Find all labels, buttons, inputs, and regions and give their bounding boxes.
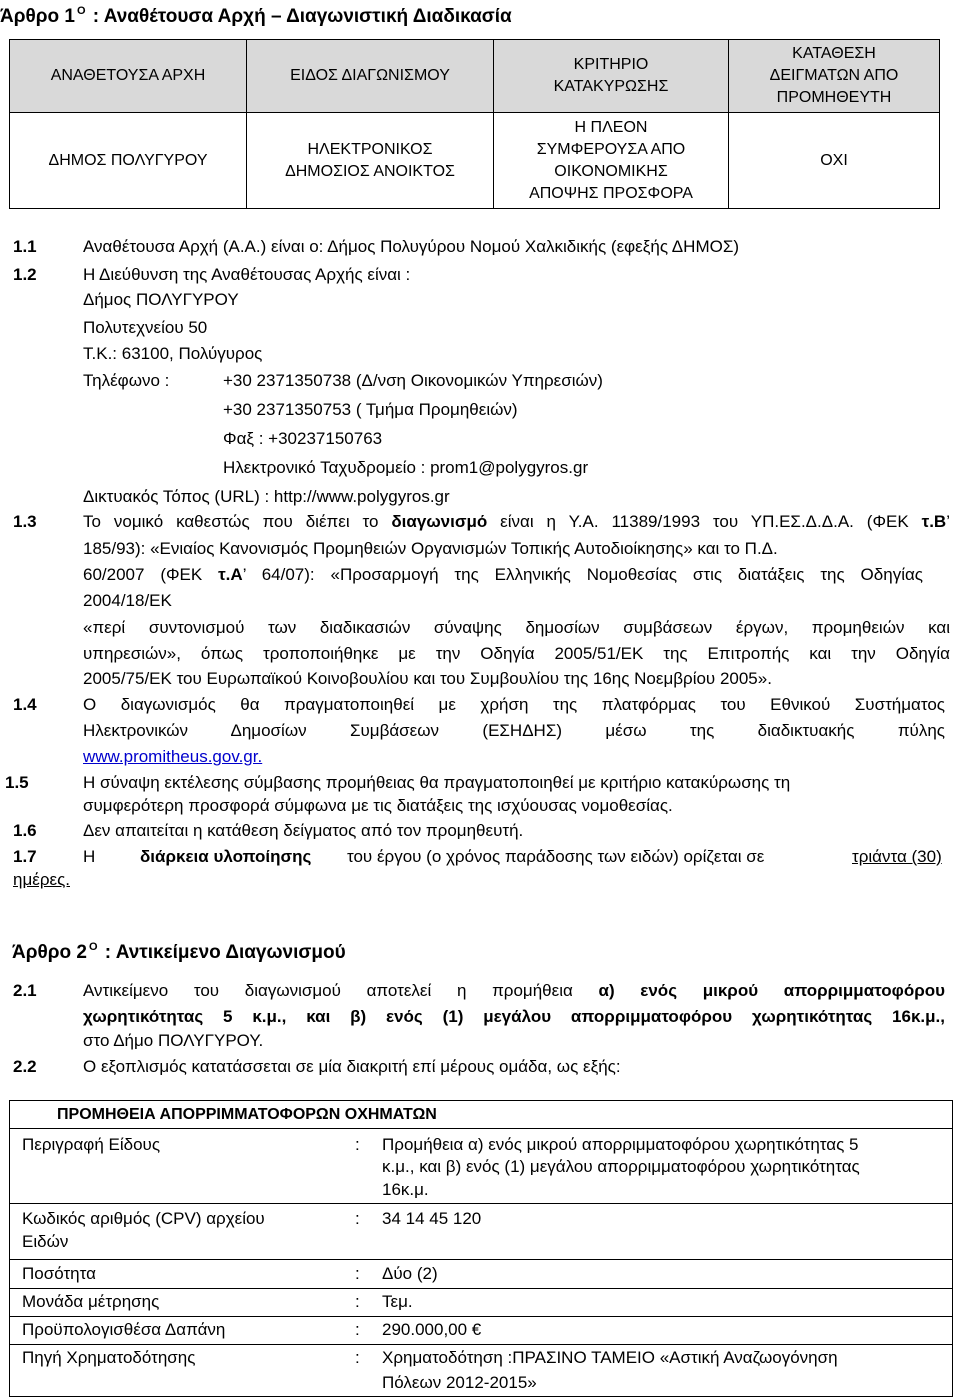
section-1-6-number: 1.6	[13, 821, 37, 840]
row-funding-value-2: Πόλεων 2012-2015»	[382, 1373, 537, 1392]
equipment-table	[9, 1100, 953, 1397]
header-sample-submission: ΚΑΤΑΘΕΣΗ ΔΕΙΓΜΑΤΩΝ ΑΠΟ ΠΡΟΜΗΘΕΥΤΗ	[769, 45, 899, 106]
row-description-value-3: 16κ.μ.	[382, 1180, 429, 1199]
value-sample-submission: ΟΧΙ	[820, 151, 848, 169]
row-description-label: Περιγραφή Είδους	[22, 1135, 161, 1154]
section-1-7-days-word: ημέρες.	[13, 870, 70, 889]
phone-1: +30 2371350738 (Δ/νση Οικονομικών Υπηρεσιών)	[223, 371, 603, 390]
row-quantity-label: Ποσότητα	[22, 1264, 96, 1283]
article-2-heading-rest: : Αντικείμενο Διαγωνισμού	[104, 942, 346, 963]
article-2-heading-prefix: Άρθρο 2	[12, 942, 87, 963]
row-budget-value: 290.000,00 €	[382, 1320, 482, 1339]
article-2-heading	[12, 942, 346, 964]
section-1-7-text: του έργου (ο χρόνος παράδοσης των ειδών) ορίζεται σε	[347, 847, 765, 866]
row-description-value-1: Προμήθεια α) ενός μικρού απορριμματοφόρου χωρητικότητας 5	[382, 1135, 859, 1154]
row-unit-colon: :	[355, 1292, 360, 1311]
address-postcode: Τ.Κ.: 63100, Πολύγυρος	[83, 344, 263, 363]
address-municipality: Δήμος ΠΟΛΥΓΥΡΟΥ	[83, 290, 239, 309]
section-1-1-number: 1.1	[13, 237, 37, 256]
table-row-divider	[10, 1203, 952, 1204]
section-1-3-number: 1.3	[13, 512, 37, 531]
phone-2: +30 2371350753 ( Τμήμα Προμηθειών)	[223, 400, 518, 419]
email: Ηλεκτρονικό Ταχυδρομείο : prom1@polygyros.gr	[223, 458, 589, 477]
promitheus-link[interactable]: www.promitheus.gov.gr.	[83, 747, 263, 766]
section-2-2-text: Ο εξοπλισμός κατατάσσεται σε μία διακριτή επί μέρους ομάδα, ως εξής:	[83, 1057, 621, 1076]
row-funding-label: Πηγή Χρηματοδότησης	[22, 1348, 196, 1367]
section-2-1-line-2: χωρητικότητας 5 κ.μ., και β) ενός (1) μεγάλου απορριμματοφόρου χωρητικότητας 16κ.μ.,	[83, 1007, 945, 1026]
header-award-criterion: ΚΡΙΤΗΡΙΟ ΚΑΤΑΚΥΡΩΣΗΣ	[553, 56, 669, 95]
section-1-2-number: 1.2	[13, 265, 37, 284]
article-1-heading-rest: : Αναθέτουσα Αρχή – Διαγωνιστική Διαδικασία	[92, 6, 512, 27]
value-tender-type: ΗΛΕΚΤΡΟΝΙΚΟΣ ΔΗΜΟΣΙΟΣ ΑΝΟΙΚΤΟΣ	[285, 140, 455, 180]
row-cpv-label-1: Κωδικός αριθμός (CPV) αρχείου	[22, 1209, 265, 1228]
value-contracting-authority: ΔΗΜΟΣ ΠΟΛΥΓΥΡΟΥ	[48, 151, 208, 169]
row-description-value-2: κ.μ., και β) ενός (1) μεγάλου απορριμματοφόρου χωρητικότητας	[382, 1157, 860, 1176]
section-1-3-line-6: υπηρεσιών», όπως τροποποιήθηκε με την Οδηγία 2005/51/ΕΚ της Επιτροπής και την Οδηγία	[83, 644, 950, 663]
section-1-7-days-number: τριάντα (30)	[852, 847, 942, 866]
row-budget-colon: :	[355, 1320, 360, 1339]
section-1-4-line-1: Ο διαγωνισμός θα πραγματοποιηθεί με χρήση της πλατφόρμας του Εθνικού Συστήματος	[83, 695, 945, 714]
section-1-3-line-1: Το νομικό καθεστώς που διέπει το διαγωνισμό είναι η Υ.Α. 11389/1993 του ΥΠ.ΕΣ.Δ.Δ.Α. (ΦΕΚ τ.Β’	[83, 512, 950, 531]
section-2-1-number: 2.1	[13, 981, 37, 1000]
article-1-heading-prefix: Άρθρο 1	[0, 6, 75, 27]
row-quantity-value: Δύο (2)	[382, 1264, 438, 1283]
row-funding-value-1: Χρηματοδότηση :ΠΡΑΣΙΝΟ ΤΑΜΕΙΟ «Αστική Αναζωογόνηση	[382, 1348, 838, 1367]
article-2-heading-sup: Ο	[88, 941, 98, 953]
section-1-3-line-5: «περί συντονισμού των διαδικασιών σύναψης δημοσίων συμβάσεων έργων, προμηθειών και	[83, 618, 950, 637]
row-description-colon: :	[355, 1135, 360, 1154]
row-cpv-label-2: Ειδών	[22, 1232, 69, 1251]
section-1-7-word: Η	[83, 847, 96, 866]
section-1-7-number: 1.7	[13, 847, 37, 866]
row-funding-colon: :	[355, 1348, 360, 1367]
article-1-heading-sup: Ο	[76, 5, 86, 17]
fax: Φαξ : +30237150763	[223, 429, 383, 448]
table-row-divider	[10, 1344, 952, 1345]
section-1-2-title: Η Διεύθυνση της Αναθέτουσας Αρχής είναι :	[83, 265, 411, 284]
section-1-4-number: 1.4	[13, 695, 37, 714]
table-row-divider	[10, 1259, 952, 1260]
header-contracting-authority: ΑΝΑΘΕΤΟΥΣΑ ΑΡΧΗ	[50, 67, 206, 84]
section-1-5-line-2: συμφερότερη προσφορά σύμφωνα με τις διατάξεις της ισχύουσας νομοθεσίας.	[83, 796, 673, 815]
section-1-3-line-7: 2005/75/ΕΚ του Ευρωπαϊκού Κοινοβουλίου και του Συμβουλίου της 16ης Νοεμβρίου 2005».	[83, 669, 772, 688]
section-1-7-duration: διάρκεια υλοποίησης	[140, 847, 312, 866]
row-quantity-colon: :	[355, 1264, 360, 1283]
section-1-3-line-2: 185/93): «Ενιαίος Κανονισμός Προμηθειών Οργανισμών Τοπικής Αυτοδιοίκησης» και το Π.Δ.	[83, 539, 778, 558]
row-unit-value: Τεμ.	[382, 1292, 413, 1311]
header-tender-type: ΕΙΔΟΣ ΔΙΑΓΩΝΙΣΜΟΥ	[290, 67, 450, 84]
row-unit-label: Μονάδα μέτρησης	[22, 1292, 160, 1311]
equipment-table-title: ΠΡΟΜΗΘΕΙΑ ΑΠΟΡΡΙΜΜΑΤΟΦΟΡΩΝ ΟΧΗΜΑΤΩΝ	[57, 1106, 437, 1123]
row-cpv-value: 34 14 45 120	[382, 1209, 482, 1228]
section-1-3-line-4: 2004/18/ΕΚ	[83, 591, 172, 610]
summary-table	[9, 39, 940, 209]
row-cpv-colon: :	[355, 1209, 360, 1228]
row-budget-label: Προϋπολογισθέσα Δαπάνη	[22, 1320, 226, 1339]
section-1-3-line-3: 60/2007 (ΦΕΚ τ.Α’ 64/07): «Προσαρμογή της Ελληνικής Νομοθεσίας στις διατάξεις της Οδηγίας	[83, 565, 923, 584]
section-1-1-text: Αναθέτουσα Αρχή (Α.Α.) είναι ο: Δήμος Πολυγύρου Νομού Χαλκιδικής (εφεξής ΔΗΜΟΣ)	[83, 237, 739, 256]
section-1-5-line-1: Η σύναψη εκτέλεσης σύμβασης προμήθειας θα πραγματοποιηθεί με κριτήριο κατακύρωσης τη	[83, 773, 791, 792]
table-row-divider	[10, 1128, 952, 1129]
section-1-6-text: Δεν απαιτείται η κατάθεση δείγματος από τον προμηθευτή.	[83, 821, 524, 840]
section-1-5-number: 1.5	[5, 773, 29, 792]
value-award-criterion: Η ΠΛΕΟΝ ΣΥΜΦΕΡΟΥΣΑ ΑΠΟ ΟΙΚΟΝΟΜΙΚΗΣ ΑΠΟΨΗΣ ΠΡΟΣΦΟΡΑ	[529, 118, 693, 202]
section-1-4-line-2: Ηλεκτρονικών Δημοσίων Συμβάσεων (ΕΣΗΔΗΣ) μέσω της διαδικτυακής πύλης	[83, 721, 945, 740]
website-url: Δικτυακός Τόπος (URL) : http://www.polygyros.gr	[83, 487, 450, 506]
table-row-divider	[10, 1316, 952, 1317]
table-row-divider	[10, 1288, 952, 1289]
phone-label: Τηλέφωνο :	[83, 371, 170, 390]
address-street: Πολυτεχνείου 50	[83, 318, 208, 337]
section-2-2-number: 2.2	[13, 1057, 37, 1076]
section-2-1-line-3: στο Δήμο ΠΟΛΥΓΥΡΟΥ.	[83, 1031, 264, 1050]
section-2-1-line-1: Αντικείμενο του διαγωνισμού αποτελεί η προμήθεια α) ενός μικρού απορριμματοφόρου	[83, 981, 945, 1000]
article-1-heading	[0, 6, 512, 28]
